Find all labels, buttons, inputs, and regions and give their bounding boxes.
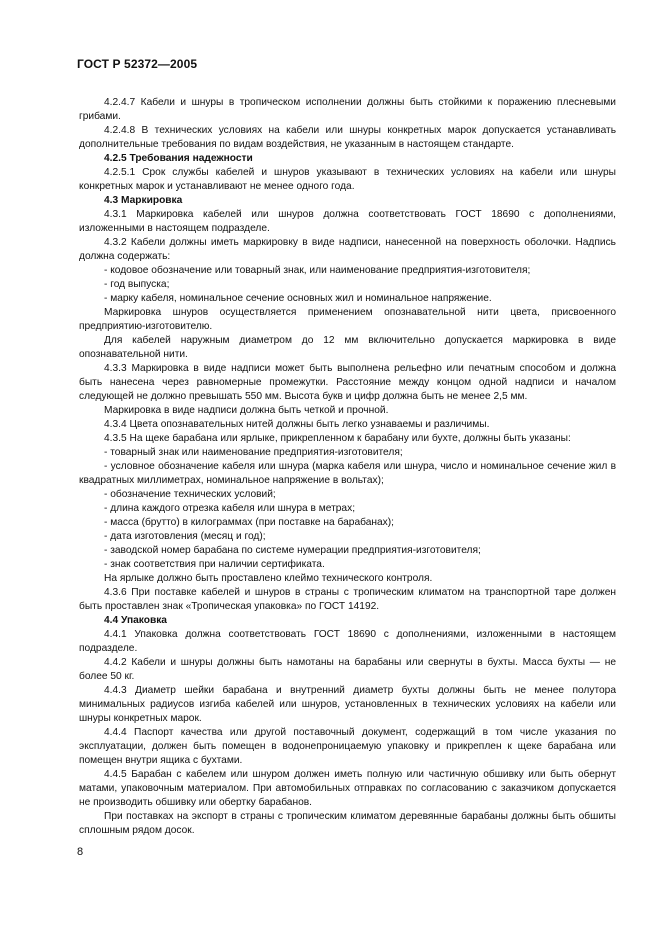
paragraph: 4.4.5 Барабан с кабелем или шнуром должен иметь полную или частичную обшивку или быть обернут матами, упаковочным материалом. При автомобильных отправках по согласованию с заказчиком допускается не производить обшивку или обертку барабанов. <box>79 769 616 808</box>
list-item: - длина каждого отрезка кабеля или шнура в метрах; <box>104 503 356 514</box>
section-heading: 4.4 Упаковка <box>104 615 167 626</box>
list-item: - знак соответствия при наличии сертификата. <box>104 559 325 570</box>
paragraph: 4.4.3 Диаметр шейки барабана и внутренний диаметр бухты должны быть не менее полутора минимальных радиусов изгиба кабелей или шнуров, установленных в технических условиях на кабели или шнуры конкретных марок. <box>79 685 616 724</box>
paragraph: 4.4.1 Упаковка должна соответствовать ГОСТ 18690 с дополнениями, изложенными в настоящем подразделе. <box>79 629 616 654</box>
document-body <box>79 96 616 838</box>
list-item: - условное обозначение кабеля или шнура (марка кабеля или шнура, число и номинальное сечение жил в квадратных миллиметрах, номинальное напряжение в вольтах); <box>79 461 616 486</box>
document-header: ГОСТ Р 52372—2005 <box>77 57 198 71</box>
page-number: 8 <box>77 846 84 858</box>
paragraph: 4.3.2 Кабели должны иметь маркировку в виде надписи, нанесенной на поверхность оболочки. Надпись должна содержать: <box>79 237 616 262</box>
paragraph: 4.3.1 Маркировка кабелей или шнуров должна соответствовать ГОСТ 18690 с дополнениями, изложенными в настоящем подразделе. <box>79 209 616 234</box>
paragraph: 4.2.4.8 В технических условиях на кабели или шнуры конкретных марок допускается устанавливать дополнительные требования по видам воздействия, не указанным в настоящем стандарте. <box>79 125 616 150</box>
paragraph: 4.4.2 Кабели и шнуры должны быть намотаны на барабаны или свернуты в бухты. Масса бухты — не более 50 кг. <box>79 657 616 682</box>
paragraph: 4.3.3 Маркировка в виде надписи может быть выполнена рельефно или печатным способом и должна быть нанесена через равномерные промежутки. Расстояние между концом одной надписи и началом следующей не должно превышать 550 мм. Высота букв и цифр должна быть не менее 2,5 мм. <box>79 363 616 402</box>
paragraph: 4.2.4.7 Кабели и шнуры в тропическом исполнении должны быть стойкими к поражению плесневыми грибами. <box>79 97 616 122</box>
paragraph: 4.3.5 На щеке барабана или ярлыке, прикрепленном к барабану или бухте, должны быть указаны: <box>104 433 571 444</box>
paragraph: При поставках на экспорт в страны с тропическим климатом деревянные барабаны должны быть обшиты сплошным рядом досок. <box>79 811 616 836</box>
list-item: - кодовое обозначение или товарный знак, или наименование предприятия-изготовителя; <box>104 265 531 276</box>
paragraph: На ярлыке должно быть проставлено клеймо технического контроля. <box>104 573 433 584</box>
section-heading: 4.3 Маркировка <box>104 195 183 206</box>
section-heading: 4.2.5 Требования надежности <box>104 153 253 164</box>
paragraph: 4.2.5.1 Срок службы кабелей и шнуров указывают в технических условиях на кабели или шнуры конкретных марок и устанавливают не менее одного года. <box>79 167 616 192</box>
list-item: - обозначение технических условий; <box>104 489 276 500</box>
paragraph: 4.3.6 При поставке кабелей и шнуров в страны с тропическим климатом на транспортной таре должен быть проставлен знак «Тропическая упаковка» по ГОСТ 14192. <box>79 587 616 612</box>
paragraph: 4.4.4 Паспорт качества или другой поставочный документ, содержащий в том числе указания по эксплуатации, должен быть помещен в водонепроницаемую упаковку и прикреплен к щеке барабана или помещен внутри ящика с бухтами. <box>79 727 616 766</box>
list-item: - товарный знак или наименование предприятия-изготовителя; <box>104 447 403 458</box>
list-item: - марку кабеля, номинальное сечение основных жил и номинальное напряжение. <box>104 293 492 304</box>
list-item: - масса (брутто) в килограммах (при поставке на барабанах); <box>104 517 394 528</box>
list-item: - дата изготовления (месяц и год); <box>104 531 266 542</box>
list-item: - год выпуска; <box>104 279 170 290</box>
paragraph: 4.3.4 Цвета опознавательных нитей должны быть легко узнаваемы и различимы. <box>104 419 490 430</box>
paragraph: Маркировка шнуров осуществляется применением опознавательной нити цвета, присвоенного предприятию-изготовителю. <box>79 307 616 332</box>
paragraph: Для кабелей наружным диаметром до 12 мм включительно допускается маркировка в виде опознавательной нити. <box>79 335 616 360</box>
list-item: - заводской номер барабана по системе нумерации предприятия-изготовителя; <box>104 545 481 556</box>
paragraph: Маркировка в виде надписи должна быть четкой и прочной. <box>104 405 389 416</box>
